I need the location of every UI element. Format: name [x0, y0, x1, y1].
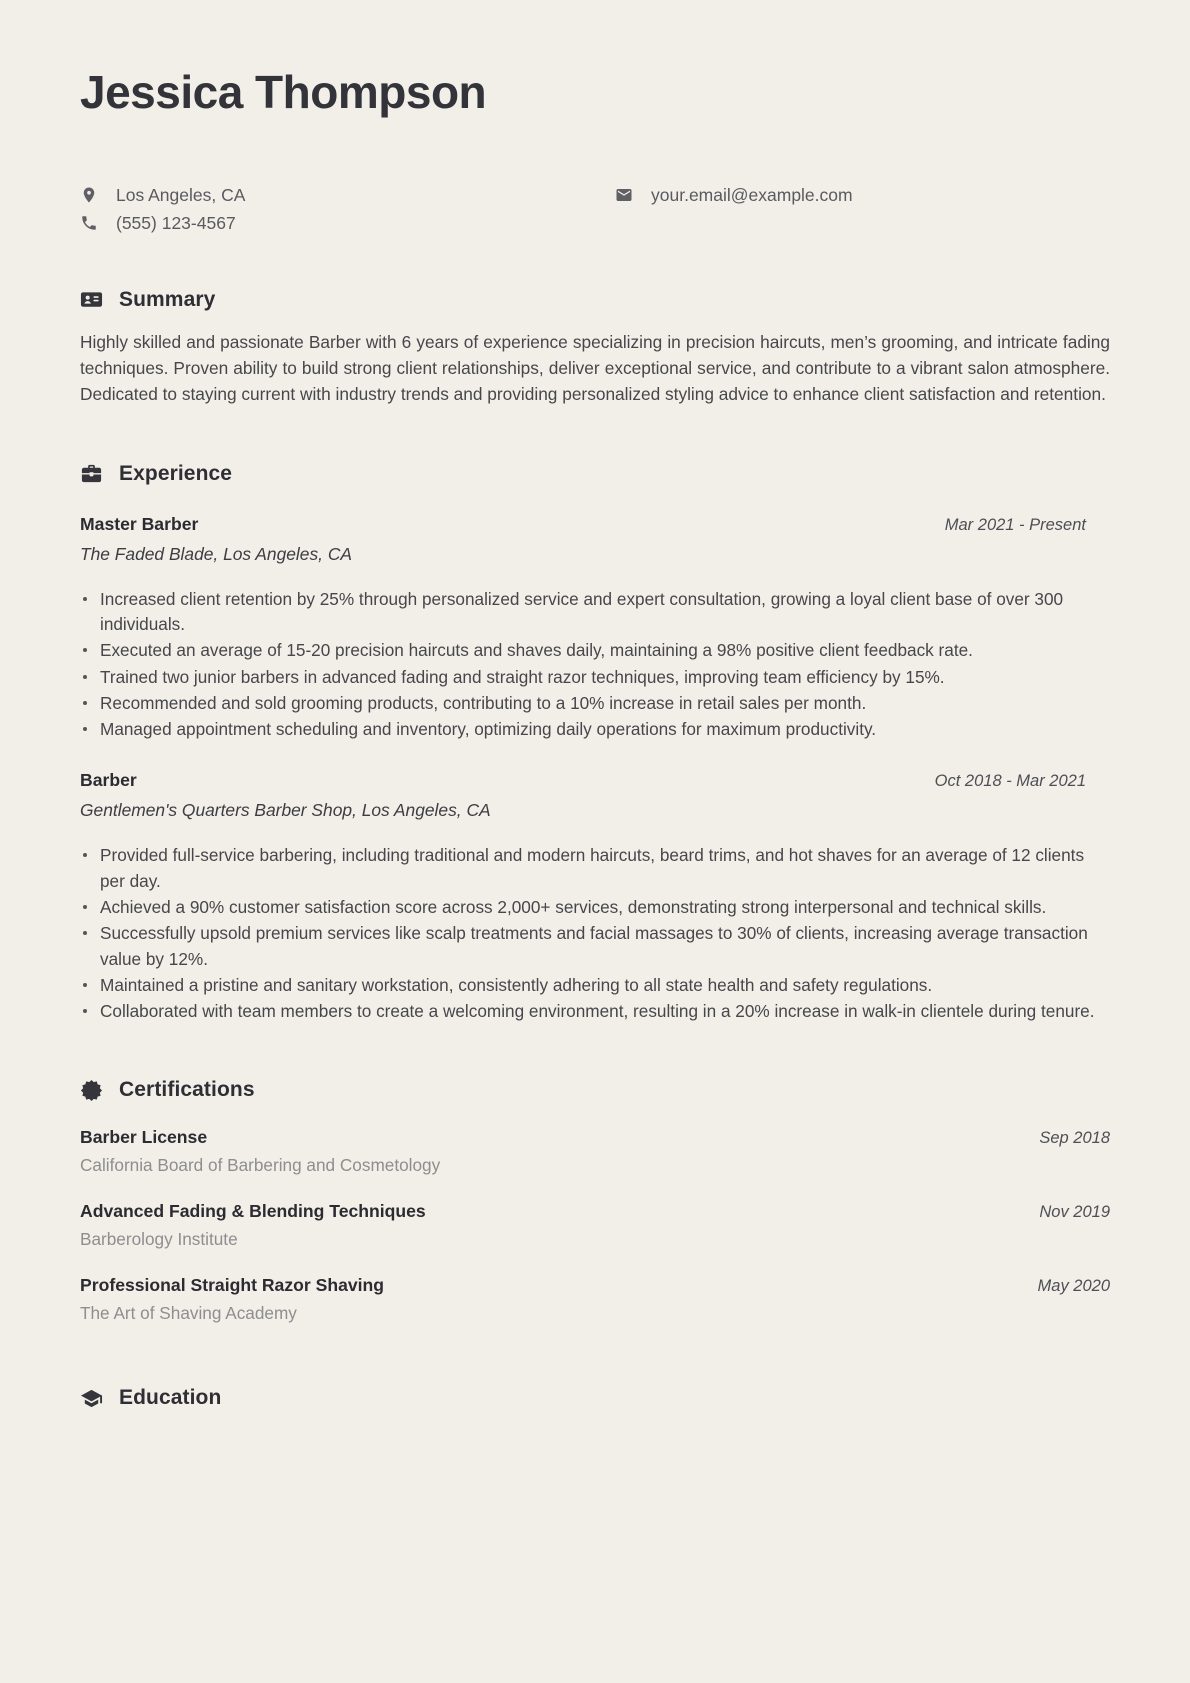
briefcase-icon [80, 462, 103, 485]
contact-phone [80, 213, 575, 234]
contact-column-left [80, 185, 575, 234]
job-bullet: Maintained a pristine and sanitary workstation, consistently adhering to all state health and safety regulations. [80, 973, 1110, 998]
contact-email [615, 185, 1110, 206]
summary-text: Highly skilled and passionate Barber with 6 years of experience specializing in precision haircuts, men’s grooming, and intricate fading techniques. Proven ability to build strong client relationships, deliver exceptional service, and contribute to a vibrant salon atmosphere. Dedicated to staying current with industry trends and providing personalized styling advice to enhance client satisfaction and retention. [80, 331, 1110, 404]
job-bullet: Executed an average of 15-20 precision haircuts and shaves daily, maintaining a 98% positive client feedback rate. [80, 638, 1110, 663]
certification-date: Nov 2019 [1039, 1203, 1110, 1222]
contact-info [80, 185, 1110, 234]
section-title-education: Education [119, 1386, 222, 1410]
job-bullet: Managed appointment scheduling and inventory, optimizing daily operations for maximum productivity. [80, 717, 1110, 742]
job-bullet: Successfully upsold premium services like scalp treatments and facial massages to 30% of clients, increasing average transaction value by 12%. [80, 921, 1110, 972]
section-title-experience: Experience [119, 461, 233, 485]
page-title: Jessica Thompson [80, 66, 487, 118]
job-title: Master Barber [80, 513, 199, 534]
job-bullet: Trained two junior barbers in advanced fading and straight razor techniques, improving team efficiency by 15%. [80, 665, 1110, 690]
job-bullet: Recommended and sold grooming products, contributing to a 10% increase in retail sales per month. [80, 691, 1110, 716]
certification-entry [80, 1275, 1110, 1324]
job-entry [80, 514, 1110, 743]
job-entry [80, 770, 1110, 1024]
phone-icon [80, 214, 98, 232]
certification-date: May 2020 [1037, 1277, 1110, 1296]
job-header [80, 770, 1110, 791]
certification-issuer: California Board of Barbering and Cosmetology [80, 1155, 441, 1176]
job-bullet: Increased client retention by 25% through personalized service and expert consultation, growing a loyal client base of over 300 individuals. [80, 587, 1110, 638]
contact-phone-text: (555) 123-4567 [116, 212, 236, 233]
section-title-summary: Summary [119, 287, 216, 311]
job-title: Barber [80, 770, 137, 791]
job-bullet: Collaborated with team members to create a welcoming environment, resulting in a 20% increase in walk-in clientele during tenure. [80, 999, 1110, 1024]
contact-location [80, 185, 575, 206]
certifications-section-header [80, 1078, 1110, 1102]
job-bullet-list [80, 587, 1110, 743]
certificate-seal-icon [80, 1079, 103, 1102]
certification-header [80, 1275, 1110, 1296]
summary-section-header [80, 288, 1110, 312]
certification-entry [80, 1127, 1110, 1176]
section-title-certifications: Certifications [119, 1078, 255, 1102]
job-company: Gentlemen's Quarters Barber Shop, Los Angeles, CA [80, 800, 491, 821]
contact-column-right [615, 185, 1110, 234]
section-education [80, 1386, 1110, 1410]
id-card-icon [80, 288, 103, 311]
section-experience [80, 462, 1110, 1025]
certification-entry [80, 1201, 1110, 1250]
certification-header [80, 1127, 1110, 1148]
certification-issuer: Barberology Institute [80, 1229, 238, 1250]
job-header [80, 514, 1110, 535]
contact-location-text: Los Angeles, CA [116, 184, 246, 205]
experience-section-header [80, 462, 1110, 486]
job-dates: Oct 2018 - Mar 2021 [934, 772, 1086, 791]
contact-email-text: your.email@example.com [651, 184, 853, 205]
job-bullet: Provided full-service barbering, including traditional and modern haircuts, beard trims, and hot shaves for an average of 12 clients per day. [80, 843, 1110, 894]
education-section-header [80, 1386, 1110, 1410]
envelope-icon [615, 186, 633, 204]
certification-name: Professional Straight Razor Shaving [80, 1275, 385, 1296]
certification-date: Sep 2018 [1039, 1129, 1110, 1148]
certification-name: Advanced Fading & Blending Techniques [80, 1201, 426, 1222]
location-pin-icon [80, 186, 98, 204]
certification-header [80, 1201, 1110, 1222]
job-company: The Faded Blade, Los Angeles, CA [80, 543, 352, 564]
section-certifications [80, 1078, 1110, 1324]
certification-name: Barber License [80, 1127, 208, 1148]
job-dates: Mar 2021 - Present [944, 515, 1086, 534]
job-bullet-list [80, 843, 1110, 1024]
certification-issuer: The Art of Shaving Academy [80, 1303, 297, 1324]
job-bullet: Achieved a 90% customer satisfaction score across 2,000+ services, demonstrating strong interpersonal and technical skills. [80, 895, 1110, 920]
section-summary [80, 288, 1110, 408]
graduation-cap-icon [80, 1387, 103, 1410]
